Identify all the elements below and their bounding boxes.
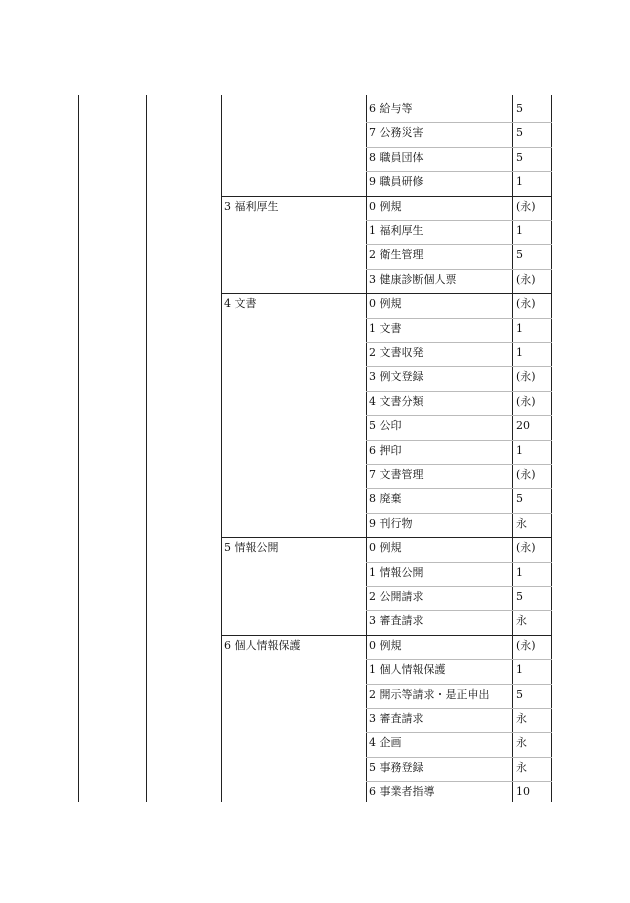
- row-rule: [366, 781, 552, 782]
- row-rule: [366, 171, 552, 172]
- item-cell: 5 事務登録: [369, 760, 424, 774]
- item-cell: 9 刊行物: [369, 516, 413, 530]
- period-cell: 20: [516, 419, 530, 433]
- item-cell: 7 文書管理: [369, 468, 424, 481]
- period-cell: 5: [516, 687, 523, 701]
- period-cell: 1: [516, 321, 523, 335]
- period-cell: (永): [516, 541, 536, 555]
- item-cell: 2 文書収発: [369, 346, 424, 359]
- row-rule: [366, 488, 552, 489]
- column-rule: [551, 95, 552, 802]
- period-cell: 5: [516, 102, 523, 115]
- row-rule: [366, 244, 552, 245]
- group-rule: [221, 196, 552, 197]
- item-cell: 3 健康診断個人票: [369, 272, 457, 286]
- column-rule: [78, 95, 79, 802]
- period-cell: 1: [516, 224, 523, 237]
- item-cell: 3 審査請求: [369, 614, 424, 628]
- row-rule: [366, 562, 552, 563]
- row-rule: [366, 220, 552, 221]
- row-rule: [366, 586, 552, 587]
- item-cell: 2 公開請求: [369, 590, 424, 603]
- period-cell: 1: [516, 663, 523, 677]
- item-cell: 1 情報公開: [369, 565, 424, 579]
- period-cell: 永: [516, 712, 527, 725]
- row-rule: [366, 415, 552, 416]
- period-cell: 5: [516, 590, 523, 603]
- period-cell: 5: [516, 492, 523, 506]
- item-cell: 2 衛生管理: [369, 248, 424, 262]
- period-cell: (永): [516, 272, 536, 286]
- row-rule: [366, 732, 552, 733]
- column-rule: [146, 95, 147, 802]
- period-cell: (永): [516, 638, 536, 652]
- row-rule: [366, 708, 552, 709]
- period-cell: 10: [516, 785, 530, 799]
- row-rule: [366, 513, 552, 514]
- group-name-cell: 5 情報公開: [224, 541, 279, 555]
- item-cell: 9 職員研修: [369, 175, 424, 189]
- item-cell: 3 例文登録: [369, 370, 424, 384]
- period-cell: (永): [516, 199, 536, 213]
- item-cell: 0 例規: [369, 199, 402, 213]
- item-cell: 6 事業者指導: [369, 785, 435, 799]
- period-cell: 5: [516, 248, 523, 262]
- item-cell: 1 福利厚生: [369, 224, 424, 237]
- column-rule: [366, 95, 367, 802]
- period-cell: 1: [516, 346, 523, 359]
- item-cell: 8 職員団体: [369, 150, 424, 164]
- row-rule: [366, 122, 552, 123]
- item-cell: 0 例規: [369, 297, 402, 311]
- group-name-cell: 3 福利厚生: [224, 199, 279, 213]
- item-cell: 8 廃棄: [369, 492, 402, 506]
- period-cell: (永): [516, 468, 536, 481]
- row-rule: [366, 318, 552, 319]
- item-cell: 6 給与等: [369, 102, 413, 115]
- period-cell: 1: [516, 175, 523, 189]
- period-cell: 永: [516, 760, 527, 774]
- item-cell: 6 押印: [369, 443, 402, 457]
- item-cell: 1 文書: [369, 321, 402, 335]
- item-cell: 5 公印: [369, 419, 402, 433]
- item-cell: 0 例規: [369, 541, 402, 555]
- column-rule: [221, 95, 222, 802]
- item-cell: 3 審査請求: [369, 712, 424, 725]
- row-rule: [366, 269, 552, 270]
- item-cell: 7 公務災害: [369, 126, 424, 140]
- row-rule: [366, 684, 552, 685]
- row-rule: [366, 366, 552, 367]
- row-rule: [366, 391, 552, 392]
- period-cell: 永: [516, 614, 527, 628]
- row-rule: [366, 464, 552, 465]
- group-rule: [221, 537, 552, 538]
- row-rule: [366, 342, 552, 343]
- period-cell: (永): [516, 394, 536, 408]
- period-cell: 永: [516, 736, 527, 750]
- period-cell: 1: [516, 443, 523, 457]
- period-cell: 5: [516, 150, 523, 164]
- period-cell: (永): [516, 297, 536, 311]
- group-rule: [221, 635, 552, 636]
- period-cell: (永): [516, 370, 536, 384]
- group-name-cell: 6 個人情報保護: [224, 638, 301, 652]
- item-cell: 4 企画: [369, 736, 402, 750]
- item-cell: 4 文書分類: [369, 394, 424, 408]
- column-rule: [512, 95, 513, 802]
- group-rule: [221, 293, 552, 294]
- item-cell: 1 個人情報保護: [369, 663, 446, 677]
- item-cell: 2 開示等請求・是正申出: [369, 687, 490, 701]
- item-cell: 0 例規: [369, 638, 402, 652]
- row-rule: [366, 659, 552, 660]
- row-rule: [366, 440, 552, 441]
- period-cell: 1: [516, 565, 523, 579]
- period-cell: 5: [516, 126, 523, 140]
- period-cell: 永: [516, 516, 527, 530]
- row-rule: [366, 757, 552, 758]
- row-rule: [366, 610, 552, 611]
- group-name-cell: 4 文書: [224, 297, 257, 311]
- row-rule: [366, 147, 552, 148]
